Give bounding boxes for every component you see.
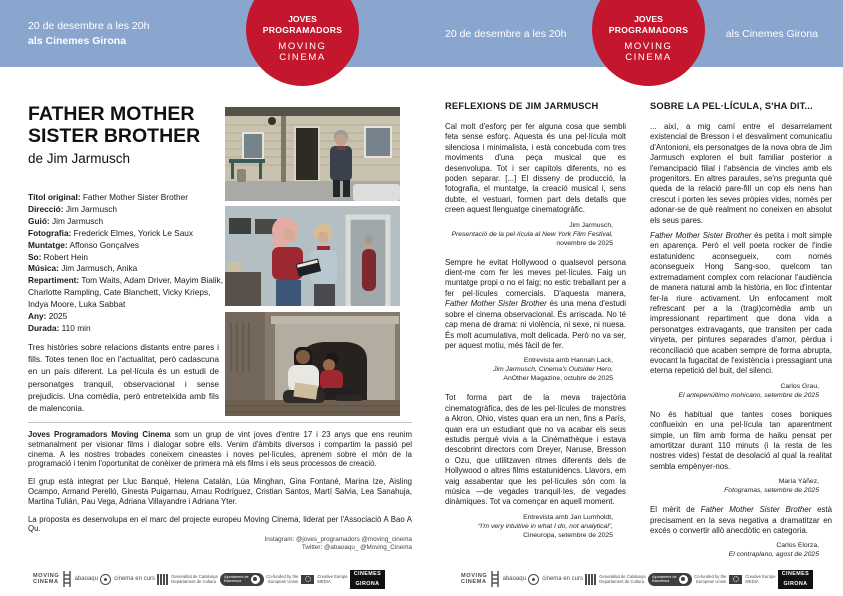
credit-row: Repartiment: Tom Waits, Adam Driver, Mayim Bialik, Charlotte Rampling, Cate Blanchett, Vicky Krieps, Indya Moore, Luka Sabbat bbox=[28, 275, 224, 310]
logo-eu-creative-europe: Co-funded by the European Union Creative Europe MEDIA bbox=[694, 574, 776, 584]
logo-generalitat: Generalitat de Catalunya Departament de Cultura bbox=[585, 574, 645, 585]
logo-moving-cinema: MOVING CINEMA bbox=[33, 572, 60, 585]
badge-line-programadors: PROGRAMADORS bbox=[262, 25, 343, 35]
jarmusch-quote-2: Sempre he evitat Hollywood o qualsevol persona dient-me com fer les meves pel·lícules. Faig un muntatge propi o no el faig; no estic treballant per a fer pel·lícules comercials. D'aquesta manera, Father Mother Sister Brother és una mena d'estudi sobre el cinema observacional. És arriscada. No té cap mena de drama: ni violència, ni sexe, ni nuesa. És molt acumulativa, molt delicada. Però no va ser, per aquest motiu, més fàcil de fer. bbox=[445, 257, 626, 350]
logo-generalitat: Generalitat de Catalunya Departament de Cultura bbox=[157, 574, 217, 585]
badge-line-joves: JOVES bbox=[288, 14, 317, 24]
camera-icon bbox=[528, 574, 539, 585]
project-line: La proposta es desenvolupa en el marc del projecte europeu Moving Cinema, liderat per l'Associació A Bao A Qu. bbox=[28, 514, 412, 534]
quote-attribution: Carlos Grau, El antepenúltimo mohicano, setembre de 2025 bbox=[678, 382, 819, 399]
film-director: de Jim Jarmusch bbox=[28, 151, 131, 166]
section-divider bbox=[28, 422, 412, 423]
press-heading: SOBRE LA PEL·LÍCULA, S'HA DIT... bbox=[650, 101, 813, 111]
logo-abaoaqu: abaoaqu bbox=[62, 571, 98, 587]
credit-row: Muntatge: Affonso Gonçalves bbox=[28, 239, 139, 250]
camera-icon bbox=[100, 574, 111, 585]
logo-cinemes-girona: CINEMES GIRONA bbox=[350, 570, 385, 589]
badge-line-moving: MOVING bbox=[278, 41, 327, 52]
credit-row: Any: 2025 bbox=[28, 311, 68, 322]
logo-row-left bbox=[33, 566, 385, 592]
synopsis: Tres històries sobre relacions distants entre pares i fills. Totes tenen lloc en l'actualitat, però cadascuna en un país diferent. La pel·lícula és un estudi de personatges tranquil, observacional i sense prejudicis. Una comèdia, però entreteixida amb fils de malenconia. bbox=[28, 342, 219, 414]
logo-eu-creative-europe: Co-funded by the European Union Creative Europe MEDIA bbox=[266, 574, 348, 584]
instagram-handles: Instagram: @joves_programadors @moving_cinema bbox=[264, 536, 412, 543]
senyera-bars-icon bbox=[585, 574, 596, 585]
film-title-block bbox=[28, 103, 223, 166]
quote-attribution: Entrevista amb Hannah Lack, Jim Jarmusch, Cinema's Outsider Hero, AnOther Magazine, octubre de 2025 bbox=[493, 357, 613, 383]
twitter-handles: Twitter: @abaoaqu_ @Moving_Cinema bbox=[301, 544, 412, 551]
logo-cinemes-girona: CINEMES GIRONA bbox=[778, 570, 813, 589]
screening-date-right: 20 de desembre a les 20h bbox=[445, 28, 567, 40]
senyera-bars-icon bbox=[157, 574, 168, 585]
credit-row: Durada: 110 min bbox=[28, 322, 91, 333]
group-members-paragraph: El grup està integrat per Lluc Banqué, Helena Catalán, Lúa Minghan, Gina Fontané, Marina Ize, Aisling Ocampo, Armand Perelló, Ginesta Puigarnau, Arnau Rodríguez, Cristian Santos, Martí Salvia, Lea Sanahuja, Martina Tulián, Pau Vega, Adriana Villayandre i Adriana Yter. bbox=[28, 477, 412, 506]
joves-programadors-badge-left bbox=[246, 0, 359, 86]
logo-cinema-en-curs: cinema en curs bbox=[100, 574, 155, 585]
credit-row: Títol original: Father Mother Sister Brother bbox=[28, 192, 188, 202]
credit-row: Direcció: Jim Jarmusch bbox=[28, 203, 117, 214]
credit-row: Música: Jim Jarmusch, Anika bbox=[28, 263, 138, 274]
eu-flag-icon bbox=[729, 575, 742, 584]
logo-row-right bbox=[461, 566, 813, 592]
ladder-icon bbox=[62, 571, 72, 587]
press-quote-1: ... així, a mig camí entre el desarrelament existencial de Bresson i el desvaliment comunicatiu d'Antonioni, els personatges de la nova obra de Jim Jarmusch exploren el buit familiar posterior a l'emancipació filial i l'absència de vincles amb els progenitors. En altres paraules, se'ns pregunta què queda de la relació pare-fill un cop els nens han crescut i porten les seves pròpies vides, només per adonar-se de què realment no coneixen en absolut els seus pares. bbox=[650, 122, 832, 225]
about-group-block bbox=[28, 430, 412, 542]
credits-block bbox=[28, 192, 224, 335]
screening-info-left bbox=[28, 19, 149, 49]
badge-line-cinema: CINEMA bbox=[279, 52, 326, 63]
credit-row: Guió: Jim Jarmusch bbox=[28, 215, 104, 226]
film-still-fireplace bbox=[225, 312, 400, 416]
social-handles bbox=[28, 536, 412, 552]
press-quote-4: El mèrit de Father Mother Sister Brother està precisament en la seva negativa a dramatitzar en excés o convertir allò anecdòtic en categoria. bbox=[650, 505, 833, 535]
quote-attribution: María Yáñez, Fotogramas, setembre de 2025 bbox=[724, 478, 819, 495]
quote-attribution: Jim Jarmusch, Presentació de la pel·lícula al New York Film Festival, novembre de 2025 bbox=[451, 221, 613, 247]
film-title: FATHER MOTHER SISTER BROTHER bbox=[28, 103, 201, 147]
about-group-paragraph: Joves Programadors Moving Cinema som un grup de vint joves d'entre 17 i 23 anys que ens reunim setmanalment per visionar films i dialogar sobre ells. Venim d'àmbits diversos i compartim la passió pel cinema. A les nostres trobades coneixem cineastes i noves pel·lícules, aprenem sobre el món de la programació i tenim l'oportunitat de conèixer de primera mà els films i els seus processos de creació. bbox=[28, 430, 412, 469]
logo-ajuntament-barcelona: Ajuntament de Barcelona bbox=[220, 573, 264, 586]
logo-cinema-en-curs: cinema en curs bbox=[528, 574, 583, 585]
quote-attribution: Entrevista amb Jan Lumholdt, “I'm very intuitive in what I do, not analytical”, Cineuropa, setembre de 2025 bbox=[477, 513, 613, 539]
credit-row: Fotografia: Frederick Elmes, Yorick Le Saux bbox=[28, 227, 194, 238]
logo-ajuntament-barcelona: Ajuntament de Barcelona bbox=[648, 573, 692, 586]
screening-venue-right: als Cinemes Girona bbox=[725, 28, 818, 40]
jarmusch-quote-3: Tot forma part de la meva trajectòria cinematogràfica, des de les pel·lícules de monstres a Akron, Ohio, vistes quan era un nen, fins a París, quan era un estudiant que no va acabar els seus estudis perquè vivia a la Cinémathèque i estava descobrint directors com Dreyer, Naruse, Bresson o Ozu, que utilitzaven ritmes diferents dels de Hollywood o altres films estatunidencs. Llavors, em vaig assabentar que les pel·lícules són com la música —de vegades tranquil·les, de vegades dinàmiques. Tot va començar en aquell moment. bbox=[445, 393, 626, 507]
reflections-heading: REFLEXIONS DE JIM JARMUSCH bbox=[445, 101, 599, 111]
screening-date-left: 20 de desembre a les 20h bbox=[28, 20, 150, 32]
jarmusch-quote-1: Cal molt d'esforç per fer alguna cosa que sembli feta sense esforç. Aquesta és una pel·lícula molt silenciosa i minimalista, i està concebuda com tres moviments d'una peça musical que es desenvolupa. Tot i ser capítols diferents, no es poden separar. [...] El disseny de producció, la fotografia, el muntatge, la creació musical i, sens dubte, el vestuari, formen part dels detalls que creen aquest llenguatge cinematogràfic. bbox=[445, 122, 626, 215]
credit-row: So: Robert Hein bbox=[28, 251, 88, 262]
film-still-interior bbox=[225, 206, 400, 306]
ajuntament-roundel-icon bbox=[679, 575, 688, 584]
reflections-column bbox=[445, 101, 626, 550]
ajuntament-roundel-icon bbox=[251, 575, 260, 584]
press-quote-2: Father Mother Sister Brother és petita i molt simple en aparença. Però el vell poeta rocker de l'indie estatunidenc aconsegueix, com només aconsegueix Hong Sang-soo, quelcom tan extremadament complex com relacionar l'audiència de manera natural amb la història, en lloc d'intentar fer-la riure activament. Un enfocament molt refrescant per a la (tragi)comèdia amb un impressionant repartiment que dona vida a personatges extravagants, que transiten per cada vinyeta, per pintures separades d'amor, pèrdua i reconciliació que acaben sempre de forma abrupta, evocant la fugacitat de l'existència i pressagiant una eterna repetició del buit, del silenci. bbox=[650, 231, 832, 376]
film-still-porch bbox=[225, 107, 400, 201]
screening-venue-left: als Cinemes Girona bbox=[28, 35, 127, 47]
press-quote-3: No és habitual que tantes coses boniques conflueixin en una pel·lícula tan aparentment simple, un film amb forma de haiku pensat per amortitzar durant 110 minuts (i la resta de les nostres vides) l'estat de desolació al qual la realitat sembla empènyer-nos. bbox=[650, 409, 832, 471]
joves-programadors-badge-right: JOVES PROGRAMADORS MOVING CINEMA bbox=[592, 0, 705, 86]
press-column bbox=[650, 101, 832, 569]
film-stills-column bbox=[225, 107, 400, 416]
logo-abaoaqu: abaoaqu bbox=[490, 571, 526, 587]
quote-attribution: Carlos Elorza, El contraplano, agost de 2025 bbox=[728, 542, 819, 559]
logo-moving-cinema: MOVING CINEMA bbox=[461, 572, 488, 585]
ladder-icon bbox=[490, 571, 500, 587]
eu-flag-icon bbox=[301, 575, 314, 584]
